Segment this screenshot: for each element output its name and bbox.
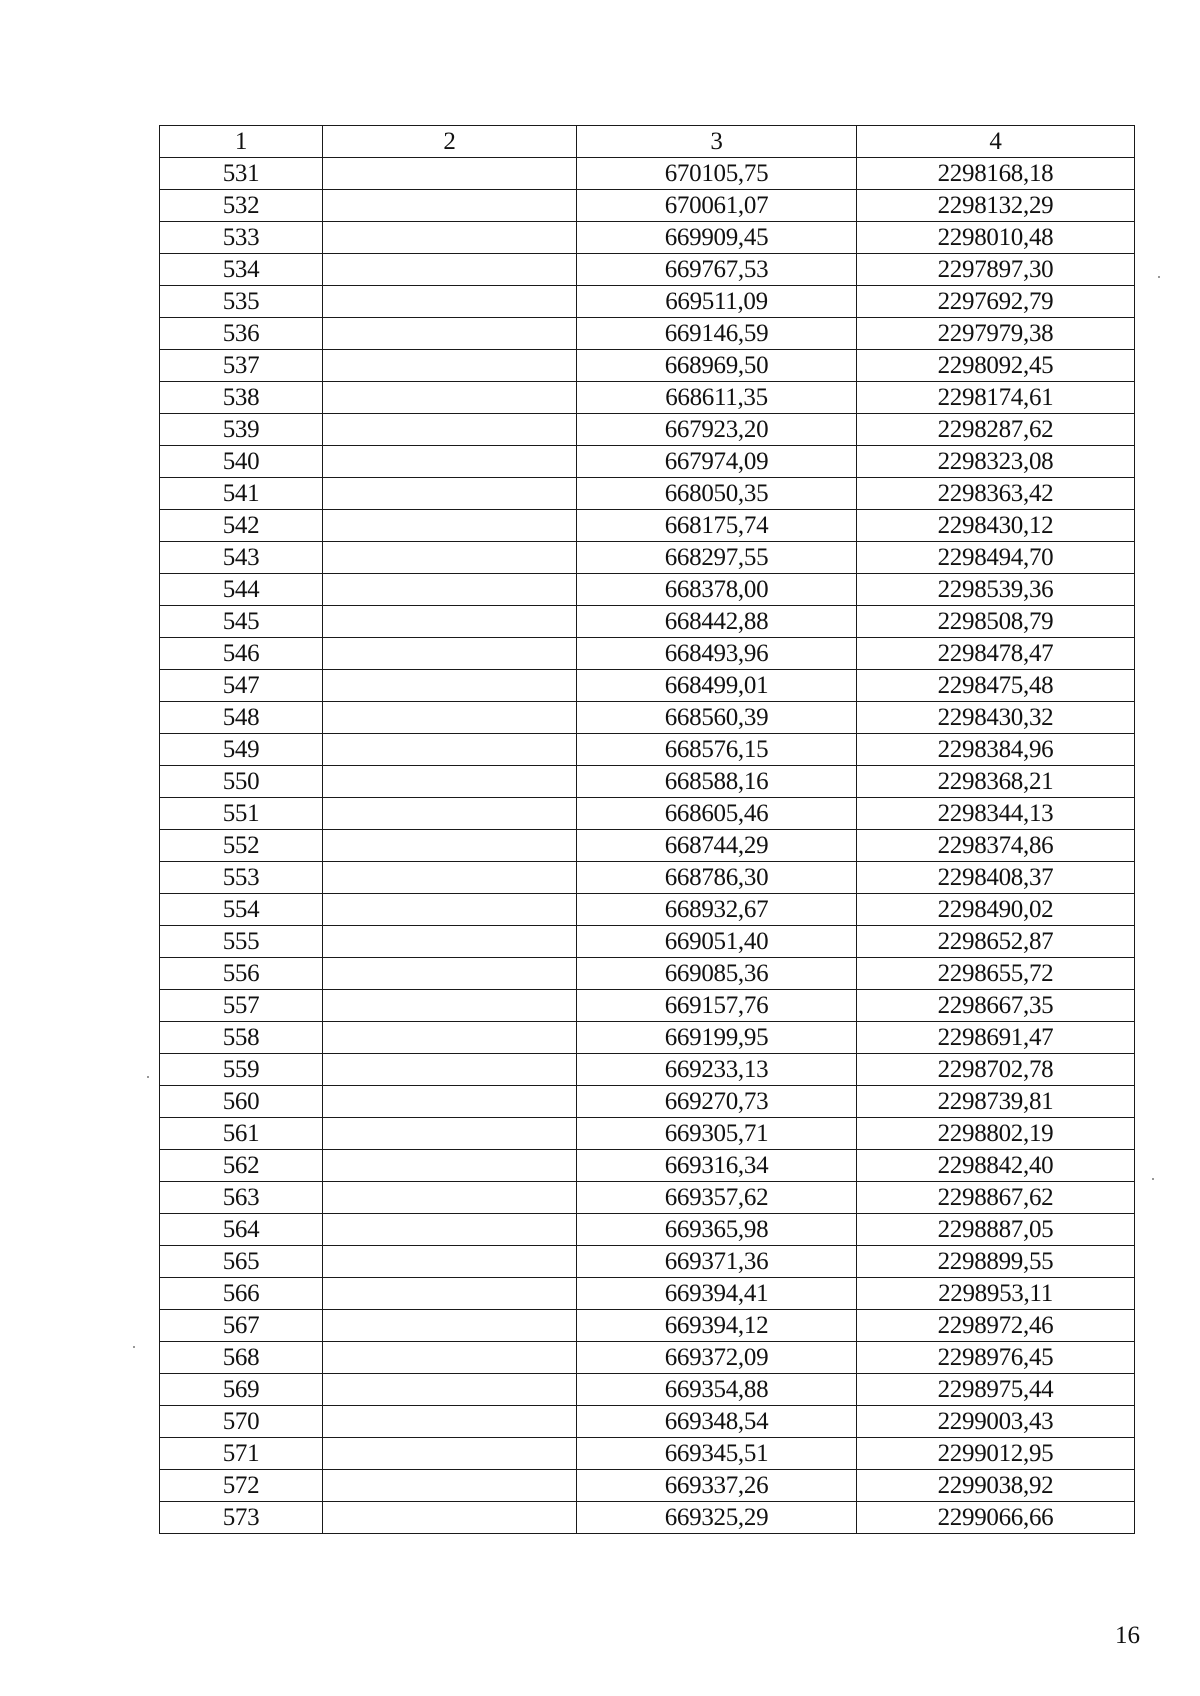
empty-cell (323, 1406, 577, 1438)
empty-cell (323, 798, 577, 830)
y-coordinate-cell: 2297897,30 (857, 254, 1135, 286)
x-coordinate-cell: 669337,26 (577, 1470, 857, 1502)
table-row (160, 1406, 1135, 1438)
y-coordinate-cell: 2298323,08 (857, 446, 1135, 478)
table-row (160, 1118, 1135, 1150)
x-coordinate-cell: 669085,36 (577, 958, 857, 990)
point-number-cell: 542 (160, 510, 323, 542)
x-coordinate-cell: 669357,62 (577, 1182, 857, 1214)
y-coordinate-cell: 2298842,40 (857, 1150, 1135, 1182)
y-coordinate-cell: 2298430,12 (857, 510, 1135, 542)
point-number-cell: 544 (160, 574, 323, 606)
y-coordinate-cell: 2298287,62 (857, 414, 1135, 446)
x-coordinate-cell: 668442,88 (577, 606, 857, 638)
empty-cell (323, 1246, 577, 1278)
y-coordinate-cell: 2298739,81 (857, 1086, 1135, 1118)
table-row (160, 1214, 1135, 1246)
point-number-cell: 551 (160, 798, 323, 830)
x-coordinate-cell: 668175,74 (577, 510, 857, 542)
table-row (160, 798, 1135, 830)
page-number: 16 (1115, 1622, 1140, 1649)
point-number-cell: 545 (160, 606, 323, 638)
empty-cell (323, 1342, 577, 1374)
empty-cell (323, 414, 577, 446)
point-number-cell: 555 (160, 926, 323, 958)
point-number-cell: 572 (160, 1470, 323, 1502)
x-coordinate-cell: 669909,45 (577, 222, 857, 254)
table-row (160, 1502, 1135, 1534)
scan-speck (1152, 1178, 1154, 1180)
point-number-cell: 569 (160, 1374, 323, 1406)
point-number-cell: 557 (160, 990, 323, 1022)
y-coordinate-cell: 2298539,36 (857, 574, 1135, 606)
table-row (160, 254, 1135, 286)
empty-cell (323, 830, 577, 862)
y-coordinate-cell: 2298374,86 (857, 830, 1135, 862)
empty-cell (323, 1150, 577, 1182)
point-number-cell: 562 (160, 1150, 323, 1182)
point-number-cell: 560 (160, 1086, 323, 1118)
empty-cell (323, 702, 577, 734)
x-coordinate-cell: 669157,76 (577, 990, 857, 1022)
empty-cell (323, 254, 577, 286)
x-coordinate-cell: 668499,01 (577, 670, 857, 702)
empty-cell (323, 1470, 577, 1502)
table-row (160, 446, 1135, 478)
y-coordinate-cell: 2298667,35 (857, 990, 1135, 1022)
x-coordinate-cell: 669365,98 (577, 1214, 857, 1246)
table-row (160, 830, 1135, 862)
header-cell-1: 1 (160, 126, 323, 158)
empty-cell (323, 382, 577, 414)
table-row (160, 1278, 1135, 1310)
header-cell-3: 3 (577, 126, 857, 158)
empty-cell (323, 958, 577, 990)
point-number-cell: 559 (160, 1054, 323, 1086)
y-coordinate-cell: 2298867,62 (857, 1182, 1135, 1214)
point-number-cell: 531 (160, 158, 323, 190)
y-coordinate-cell: 2298408,37 (857, 862, 1135, 894)
table-row (160, 1086, 1135, 1118)
empty-cell (323, 926, 577, 958)
empty-cell (323, 1118, 577, 1150)
x-coordinate-cell: 669199,95 (577, 1022, 857, 1054)
table-body (160, 158, 1135, 1534)
empty-cell (323, 1374, 577, 1406)
empty-cell (323, 350, 577, 382)
y-coordinate-cell: 2298691,47 (857, 1022, 1135, 1054)
y-coordinate-cell: 2298972,46 (857, 1310, 1135, 1342)
point-number-cell: 568 (160, 1342, 323, 1374)
empty-cell (323, 1022, 577, 1054)
coordinates-table (159, 125, 1135, 1534)
y-coordinate-cell: 2298368,21 (857, 766, 1135, 798)
point-number-cell: 554 (160, 894, 323, 926)
table-row (160, 766, 1135, 798)
empty-cell (323, 1438, 577, 1470)
empty-cell (323, 1310, 577, 1342)
x-coordinate-cell: 669051,40 (577, 926, 857, 958)
y-coordinate-cell: 2298976,45 (857, 1342, 1135, 1374)
x-coordinate-cell: 669348,54 (577, 1406, 857, 1438)
y-coordinate-cell: 2298168,18 (857, 158, 1135, 190)
point-number-cell: 565 (160, 1246, 323, 1278)
table-row (160, 1438, 1135, 1470)
empty-cell (323, 158, 577, 190)
x-coordinate-cell: 669511,09 (577, 286, 857, 318)
point-number-cell: 534 (160, 254, 323, 286)
point-number-cell: 547 (160, 670, 323, 702)
point-number-cell: 539 (160, 414, 323, 446)
table-row (160, 734, 1135, 766)
x-coordinate-cell: 668378,00 (577, 574, 857, 606)
y-coordinate-cell: 2298490,02 (857, 894, 1135, 926)
table-row (160, 702, 1135, 734)
x-coordinate-cell: 668588,16 (577, 766, 857, 798)
y-coordinate-cell: 2298478,47 (857, 638, 1135, 670)
empty-cell (323, 990, 577, 1022)
empty-cell (323, 766, 577, 798)
x-coordinate-cell: 669233,13 (577, 1054, 857, 1086)
table-row (160, 350, 1135, 382)
table-row (160, 542, 1135, 574)
table-row (160, 958, 1135, 990)
y-coordinate-cell: 2298132,29 (857, 190, 1135, 222)
x-coordinate-cell: 669371,36 (577, 1246, 857, 1278)
empty-cell (323, 670, 577, 702)
y-coordinate-cell: 2299066,66 (857, 1502, 1135, 1534)
x-coordinate-cell: 669354,88 (577, 1374, 857, 1406)
x-coordinate-cell: 669767,53 (577, 254, 857, 286)
table-row (160, 1150, 1135, 1182)
empty-cell (323, 606, 577, 638)
empty-cell (323, 1086, 577, 1118)
header-row (160, 126, 1135, 158)
header-cell-2: 2 (323, 126, 577, 158)
table-row (160, 1022, 1135, 1054)
table-row (160, 382, 1135, 414)
x-coordinate-cell: 669305,71 (577, 1118, 857, 1150)
x-coordinate-cell: 668786,30 (577, 862, 857, 894)
x-coordinate-cell: 669394,12 (577, 1310, 857, 1342)
point-number-cell: 558 (160, 1022, 323, 1054)
table-row (160, 574, 1135, 606)
table-row (160, 862, 1135, 894)
table-row (160, 510, 1135, 542)
empty-cell (323, 478, 577, 510)
empty-cell (323, 638, 577, 670)
y-coordinate-cell: 2298655,72 (857, 958, 1135, 990)
table-row (160, 1246, 1135, 1278)
x-coordinate-cell: 670061,07 (577, 190, 857, 222)
point-number-cell: 573 (160, 1502, 323, 1534)
x-coordinate-cell: 669146,59 (577, 318, 857, 350)
table-row (160, 926, 1135, 958)
x-coordinate-cell: 668576,15 (577, 734, 857, 766)
table-row (160, 158, 1135, 190)
empty-cell (323, 1214, 577, 1246)
x-coordinate-cell: 669394,41 (577, 1278, 857, 1310)
table-row (160, 1310, 1135, 1342)
point-number-cell: 535 (160, 286, 323, 318)
y-coordinate-cell: 2298702,78 (857, 1054, 1135, 1086)
point-number-cell: 563 (160, 1182, 323, 1214)
point-number-cell: 550 (160, 766, 323, 798)
empty-cell (323, 510, 577, 542)
empty-cell (323, 222, 577, 254)
y-coordinate-cell: 2299003,43 (857, 1406, 1135, 1438)
table-header (160, 126, 1135, 158)
y-coordinate-cell: 2299012,95 (857, 1438, 1135, 1470)
y-coordinate-cell: 2297979,38 (857, 318, 1135, 350)
scan-speck (1158, 276, 1160, 278)
x-coordinate-cell: 668560,39 (577, 702, 857, 734)
point-number-cell: 561 (160, 1118, 323, 1150)
point-number-cell: 541 (160, 478, 323, 510)
empty-cell (323, 1502, 577, 1534)
point-number-cell: 532 (160, 190, 323, 222)
point-number-cell: 566 (160, 1278, 323, 1310)
point-number-cell: 538 (160, 382, 323, 414)
x-coordinate-cell: 668050,35 (577, 478, 857, 510)
x-coordinate-cell: 668297,55 (577, 542, 857, 574)
y-coordinate-cell: 2298802,19 (857, 1118, 1135, 1150)
x-coordinate-cell: 667923,20 (577, 414, 857, 446)
scan-speck (147, 1076, 149, 1078)
x-coordinate-cell: 669316,34 (577, 1150, 857, 1182)
table-row (160, 1470, 1135, 1502)
point-number-cell: 540 (160, 446, 323, 478)
table-row (160, 638, 1135, 670)
empty-cell (323, 574, 577, 606)
empty-cell (323, 1054, 577, 1086)
empty-cell (323, 1278, 577, 1310)
table-row (160, 222, 1135, 254)
x-coordinate-cell: 670105,75 (577, 158, 857, 190)
point-number-cell: 548 (160, 702, 323, 734)
empty-cell (323, 1182, 577, 1214)
table-row (160, 670, 1135, 702)
y-coordinate-cell: 2299038,92 (857, 1470, 1135, 1502)
y-coordinate-cell: 2298975,44 (857, 1374, 1135, 1406)
empty-cell (323, 446, 577, 478)
y-coordinate-cell: 2298494,70 (857, 542, 1135, 574)
x-coordinate-cell: 667974,09 (577, 446, 857, 478)
x-coordinate-cell: 668605,46 (577, 798, 857, 830)
table-row (160, 318, 1135, 350)
y-coordinate-cell: 2298384,96 (857, 734, 1135, 766)
y-coordinate-cell: 2298092,45 (857, 350, 1135, 382)
empty-cell (323, 190, 577, 222)
table-row (160, 190, 1135, 222)
y-coordinate-cell: 2298887,05 (857, 1214, 1135, 1246)
table-row (160, 1374, 1135, 1406)
point-number-cell: 543 (160, 542, 323, 574)
scan-speck (133, 1346, 135, 1348)
header-cell-4: 4 (857, 126, 1135, 158)
y-coordinate-cell: 2298953,11 (857, 1278, 1135, 1310)
x-coordinate-cell: 668493,96 (577, 638, 857, 670)
table-row (160, 606, 1135, 638)
x-coordinate-cell: 668932,67 (577, 894, 857, 926)
x-coordinate-cell: 668969,50 (577, 350, 857, 382)
point-number-cell: 536 (160, 318, 323, 350)
x-coordinate-cell: 669325,29 (577, 1502, 857, 1534)
x-coordinate-cell: 669372,09 (577, 1342, 857, 1374)
point-number-cell: 537 (160, 350, 323, 382)
point-number-cell: 564 (160, 1214, 323, 1246)
empty-cell (323, 734, 577, 766)
table-row (160, 286, 1135, 318)
empty-cell (323, 894, 577, 926)
y-coordinate-cell: 2298652,87 (857, 926, 1135, 958)
table-row (160, 894, 1135, 926)
y-coordinate-cell: 2297692,79 (857, 286, 1135, 318)
y-coordinate-cell: 2298174,61 (857, 382, 1135, 414)
table-row (160, 1054, 1135, 1086)
table-row (160, 478, 1135, 510)
y-coordinate-cell: 2298010,48 (857, 222, 1135, 254)
table-row (160, 1182, 1135, 1214)
empty-cell (323, 318, 577, 350)
y-coordinate-cell: 2298430,32 (857, 702, 1135, 734)
point-number-cell: 533 (160, 222, 323, 254)
y-coordinate-cell: 2298344,13 (857, 798, 1135, 830)
point-number-cell: 556 (160, 958, 323, 990)
empty-cell (323, 862, 577, 894)
point-number-cell: 571 (160, 1438, 323, 1470)
point-number-cell: 552 (160, 830, 323, 862)
y-coordinate-cell: 2298475,48 (857, 670, 1135, 702)
empty-cell (323, 542, 577, 574)
point-number-cell: 546 (160, 638, 323, 670)
x-coordinate-cell: 668744,29 (577, 830, 857, 862)
point-number-cell: 553 (160, 862, 323, 894)
x-coordinate-cell: 669345,51 (577, 1438, 857, 1470)
x-coordinate-cell: 669270,73 (577, 1086, 857, 1118)
y-coordinate-cell: 2298899,55 (857, 1246, 1135, 1278)
point-number-cell: 570 (160, 1406, 323, 1438)
table-row (160, 1342, 1135, 1374)
y-coordinate-cell: 2298508,79 (857, 606, 1135, 638)
table-row (160, 414, 1135, 446)
point-number-cell: 567 (160, 1310, 323, 1342)
point-number-cell: 549 (160, 734, 323, 766)
empty-cell (323, 286, 577, 318)
y-coordinate-cell: 2298363,42 (857, 478, 1135, 510)
x-coordinate-cell: 668611,35 (577, 382, 857, 414)
table-row (160, 990, 1135, 1022)
